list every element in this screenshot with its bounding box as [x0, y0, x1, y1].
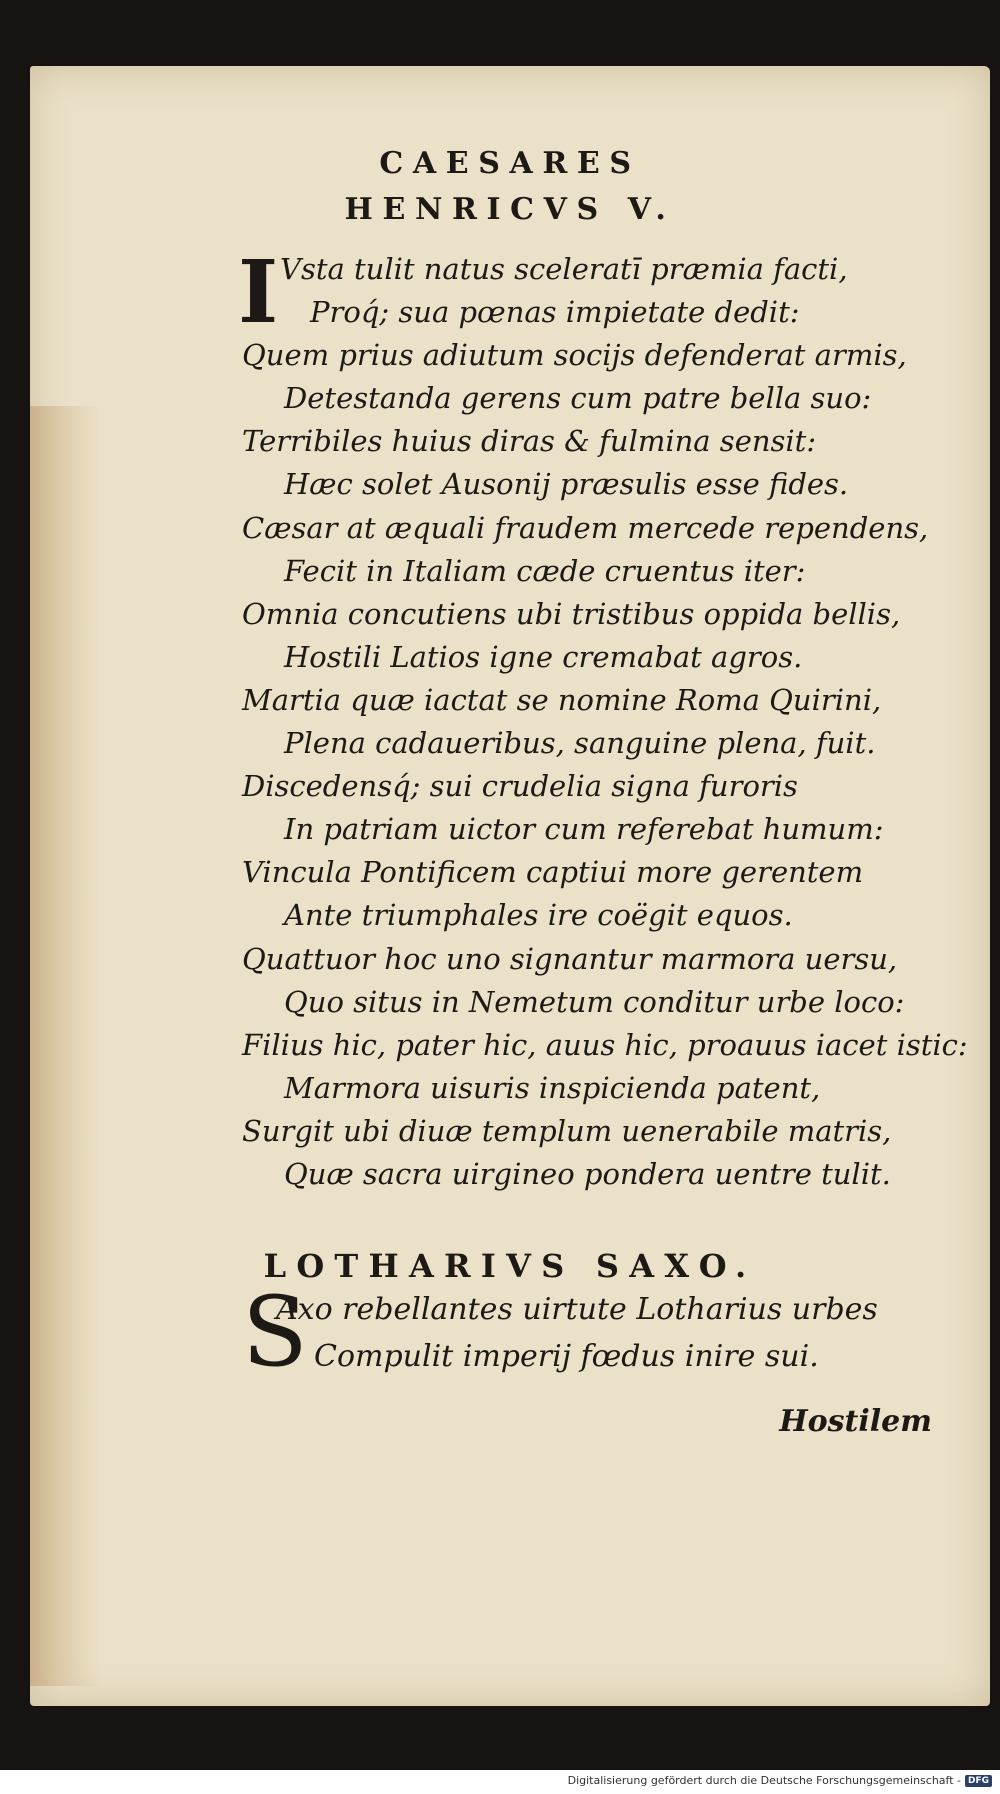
catchword: Hostilem: [779, 1404, 932, 1439]
verse-line: Quattuor hoc uno signantur marmora uersu,: [242, 941, 898, 976]
drop-cap: I: [238, 242, 279, 343]
digitization-footer: [568, 1774, 992, 1787]
verse-line: Quo situs in Nemetum conditur urbe loco:: [284, 984, 905, 1019]
verse-line: Surgit ubi diuæ templum uenerabile matris,: [242, 1113, 892, 1148]
verse-line: Axo rebellantes uirtute Lotharius urbes: [276, 1292, 878, 1327]
poem-lotharius: [276, 1286, 878, 1380]
page-text: [30, 66, 990, 1706]
running-head: CAESARES: [379, 146, 641, 181]
poem-henricus: [242, 248, 968, 1196]
section-title: LOTHARIVS SAXO.: [263, 1247, 757, 1285]
verse-line: Compulit imperij fœdus inire sui.: [314, 1339, 819, 1374]
verse-line: Vsta tulit natus sceleratī præmia facti,: [280, 252, 848, 286]
verse-line: Omnia concutiens ubi tristibus oppida bellis,: [242, 596, 901, 631]
dfg-logo: DFG: [965, 1775, 992, 1787]
verse-line: Marmora uisuris inspicienda patent,: [284, 1070, 821, 1105]
footer-credit: Digitalisierung gefördert durch die Deutsche Forschungsgemeinschaft -: [567, 1774, 961, 1787]
verse-line: In patriam uictor cum referebat humum:: [284, 812, 884, 847]
verse-line: Martia quæ iactat se nomine Roma Quirini,: [242, 682, 882, 717]
verse-line: Quem prius adiutum socijs defenderat armis,: [242, 338, 907, 373]
verse-line: Detestanda gerens cum patre bella suo:: [284, 381, 872, 416]
verse-line: Terribiles huius diras & fulmina sensit:: [242, 424, 817, 459]
verse-line: Ante triumphales ire coëgit equos.: [284, 898, 793, 933]
verse-line: Discedensq́; sui crudelia signa furoris: [242, 769, 798, 804]
book-page: [30, 66, 990, 1706]
drop-cap: S: [242, 1276, 308, 1388]
verse-line: Fecit in Italiam cæde cruentus iter:: [284, 553, 806, 588]
verse-line: Hæc solet Ausonij præsulis esse fides.: [284, 467, 849, 502]
verse-line: Hostili Latios igne cremabat agros.: [284, 639, 803, 674]
verse-line: Plena cadaueribus, sanguine plena, fuit.: [284, 726, 876, 761]
verse-line: Filius hic, pater hic, auus hic, proauus iacet istic:: [242, 1027, 968, 1062]
verse-line: Vincula Pontificem captiui more gerentem: [242, 855, 864, 890]
verse-line: Cæsar at æquali fraudem mercede rependens,: [242, 510, 929, 545]
verse-line: Quæ sacra uirgineo pondera uentre tulit.: [284, 1156, 891, 1191]
verse-line: Proq́; sua pœnas impietate dedit:: [310, 295, 800, 330]
poem-title: HENRICVS V.: [344, 192, 676, 227]
